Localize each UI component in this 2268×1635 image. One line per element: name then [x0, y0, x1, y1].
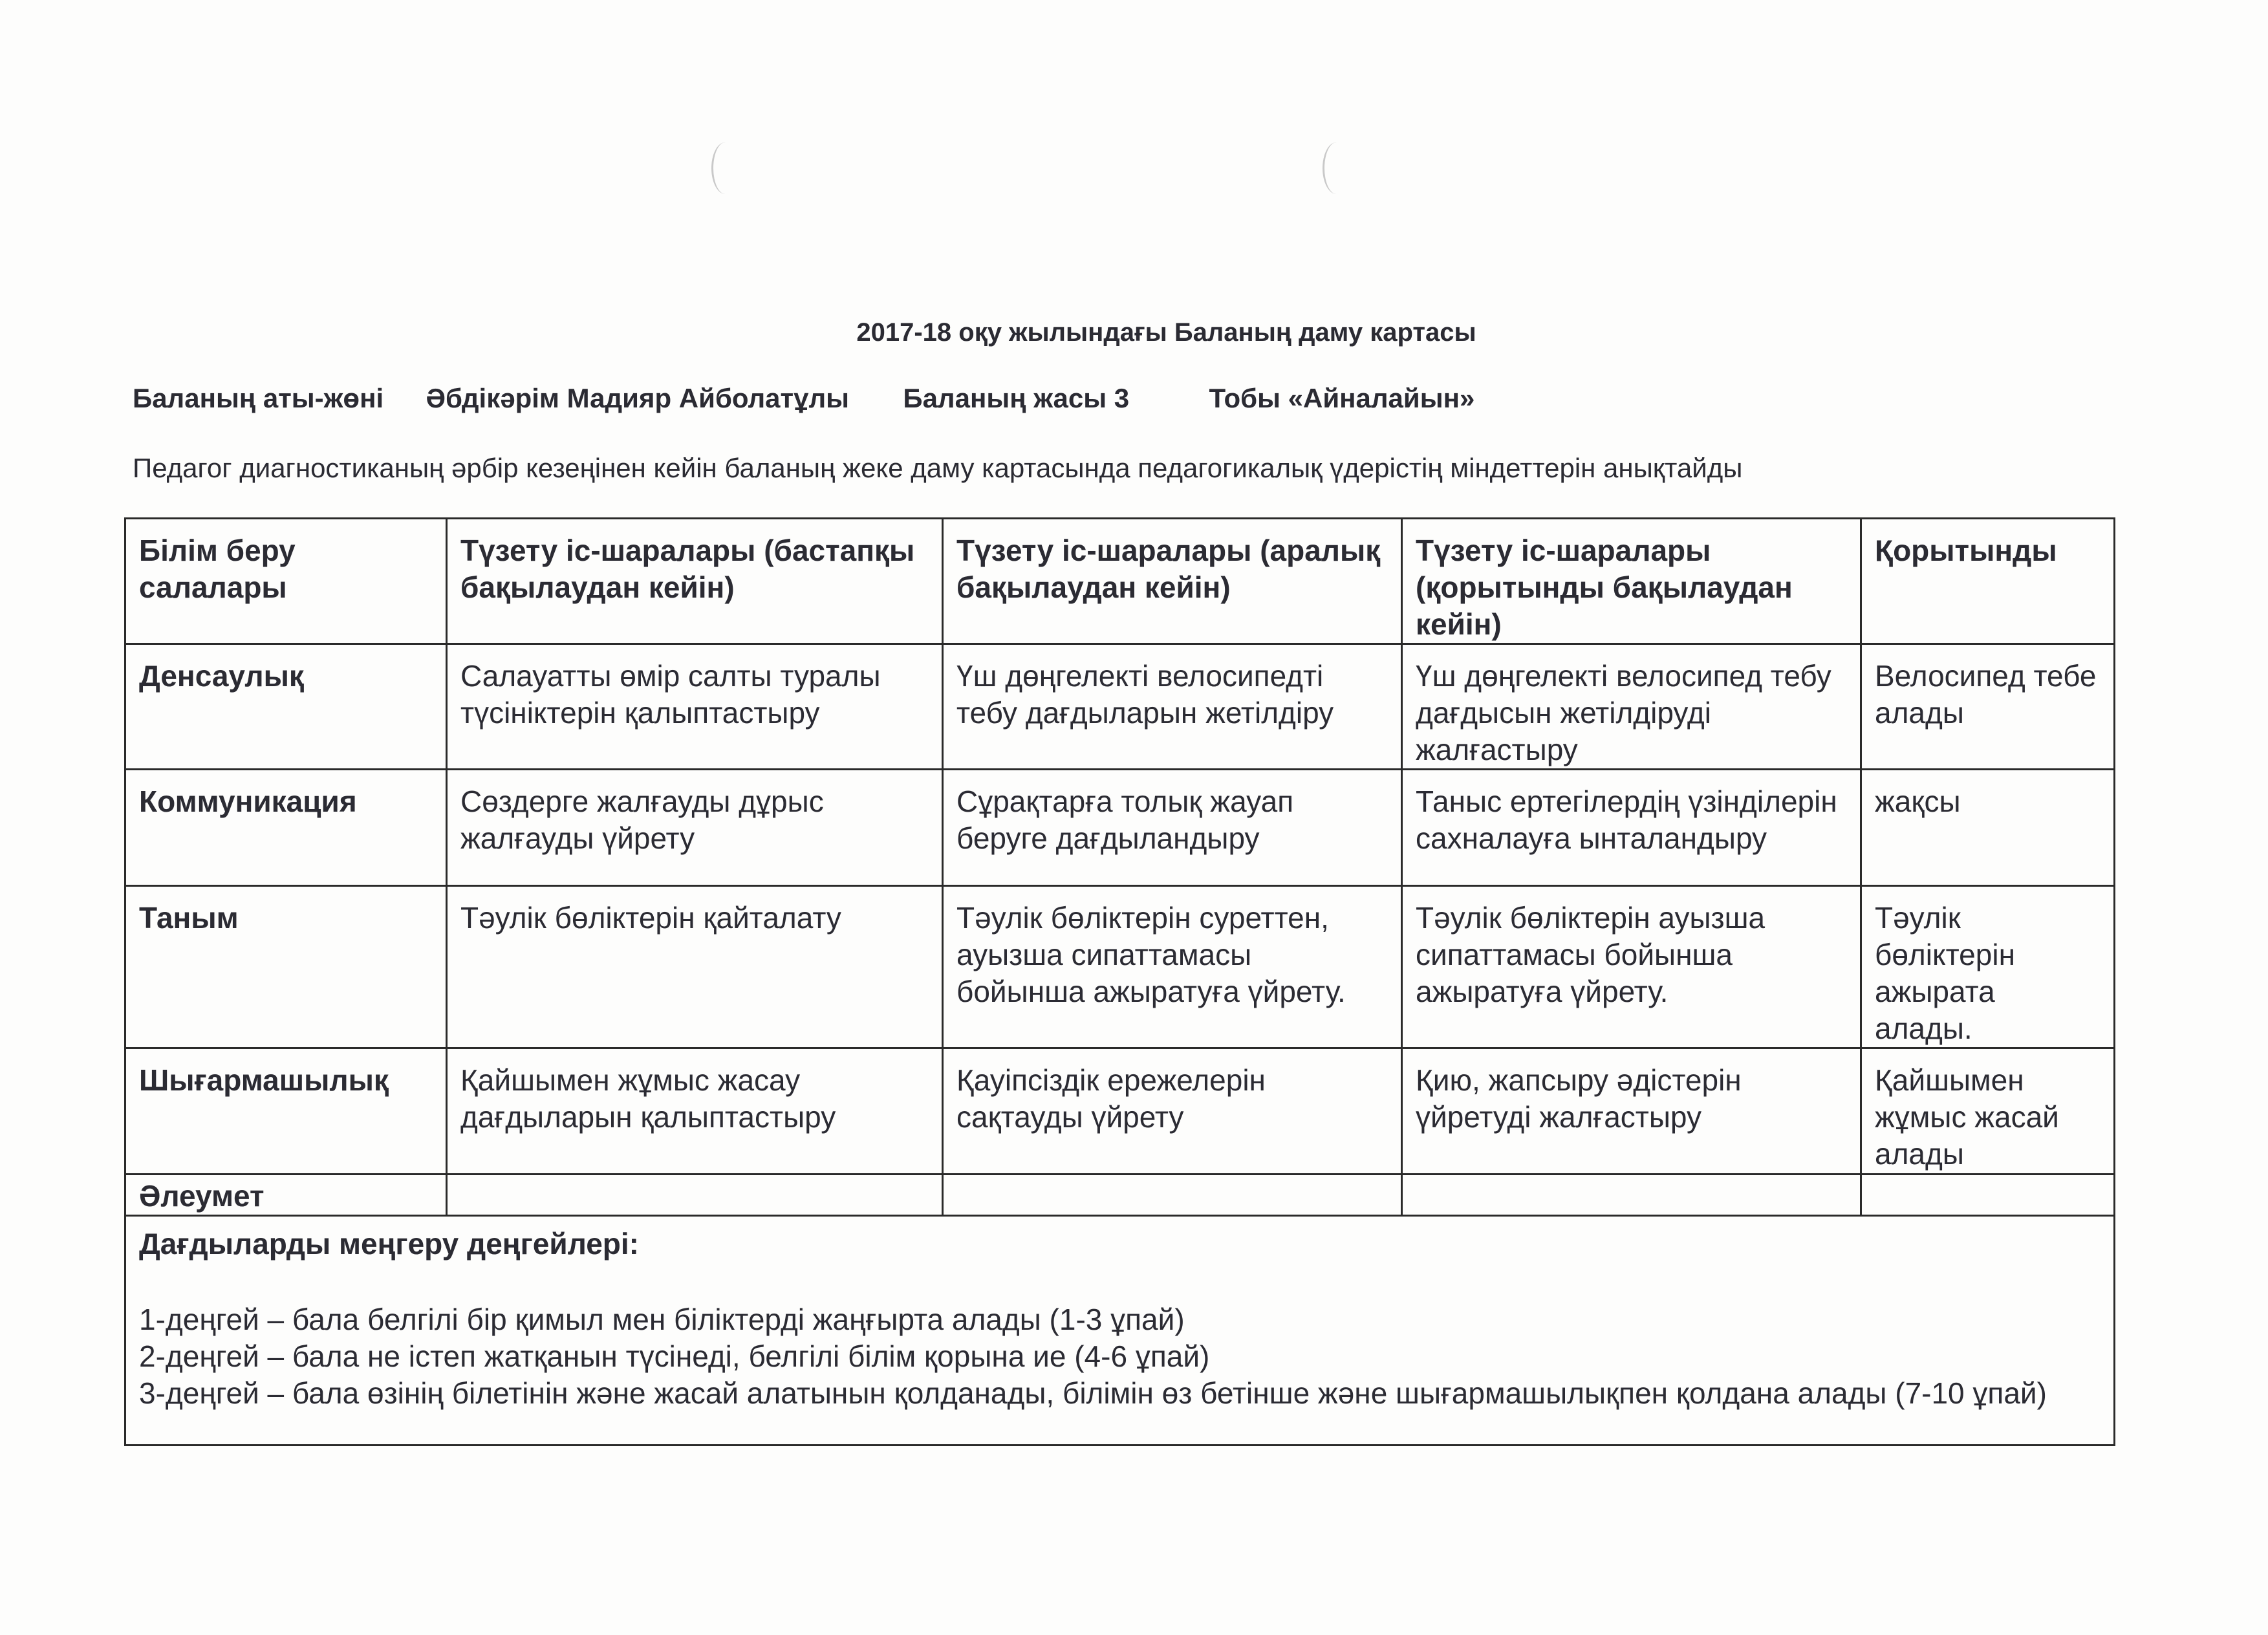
child-group: Тобы «Айналайын»: [1209, 383, 1475, 413]
area-cell: Денсаулық: [125, 644, 447, 770]
initial-cell: Сөздерге жалғауды дұрыс жалғауды үйрету: [447, 770, 943, 886]
table-row: [125, 1175, 2115, 1216]
table-row: [125, 644, 2115, 770]
legend-level-2: 2-деңгей – бала не істеп жатқанын түсінеді, белгілі білім қорына ие (4-6 ұпай): [139, 1339, 1210, 1373]
final-cell: Тәулік бөліктерін ауызша сипаттамасы бойынша ажыратуға үйрету.: [1402, 886, 1861, 1048]
header-result: Қорытынды: [1861, 519, 2115, 644]
area-cell: Шығармашылық: [125, 1048, 447, 1175]
table-row: [125, 1048, 2115, 1175]
intermediate-cell: Сұрақтарға толық жауап беруге дағдыландыру: [943, 770, 1402, 886]
result-cell: Тәулік бөліктерін ажырата алады.: [1861, 886, 2115, 1048]
document-title: 2017-18 оқу жылындағы Баланың даму картасы: [856, 318, 1476, 347]
table-header-row: [125, 519, 2115, 644]
child-name: Әбдікәрім Мадияр Айболатұлы: [426, 383, 850, 413]
initial-cell: Қайшымен жұмыс жасау дағдыларын қалыптастыру: [447, 1048, 943, 1175]
final-cell: [1402, 1175, 1861, 1216]
area-cell: Әлеумет: [125, 1175, 447, 1216]
intermediate-cell: Үш дөңгелекті велосипедті тебу дағдыларын жетілдіру: [943, 644, 1402, 770]
legend-level-3: 3-деңгей – бала өзінің білетінін және жасай алатынын қолданады, білімін өз бетінше және шығармашылықпен қолдана алады (7-10 ұпай): [139, 1376, 2047, 1410]
header-areas: Білім беру салалары: [125, 519, 447, 644]
legend-row: [125, 1216, 2115, 1446]
intermediate-cell: [943, 1175, 1402, 1216]
development-card-table: [124, 517, 2115, 1446]
legend-title: Дағдыларды меңгеру деңгейлері:: [139, 1227, 639, 1261]
intermediate-cell: Қауіпсіздік ережелерін сақтауды үйрету: [943, 1048, 1402, 1175]
punch-hole-right-mark: [1323, 142, 1350, 194]
initial-cell: [447, 1175, 943, 1216]
result-cell: [1861, 1175, 2115, 1216]
table-row: [125, 886, 2115, 1048]
area-cell: Таным: [125, 886, 447, 1048]
child-name-label: Баланың аты-жөні: [133, 383, 384, 413]
result-cell: Велосипед тебе алады: [1861, 644, 2115, 770]
intermediate-cell: Тәулік бөліктерін суреттен, ауызша сипаттамасы бойынша ажыратуға үйрету.: [943, 886, 1402, 1048]
child-info-line: [133, 383, 1474, 414]
child-age: Баланың жасы 3: [903, 383, 1130, 413]
header-initial: Түзету іс-шаралары (бастапқы бақылаудан кейін): [447, 519, 943, 644]
header-final: Түзету іс-шаралары (қорытынды бақылаудан кейін): [1402, 519, 1861, 644]
punch-hole-left-mark: [711, 142, 739, 194]
area-cell: Коммуникация: [125, 770, 447, 886]
legend-level-1: 1-деңгей – бала белгілі бір қимыл мен біліктерді жаңғырта алады (1-3 ұпай): [139, 1303, 1185, 1336]
final-cell: Үш дөңгелекті велосипед тебу дағдысын жетілдіруді жалғастыру: [1402, 644, 1861, 770]
result-cell: Қайшымен жұмыс жасай алады: [1861, 1048, 2115, 1175]
result-cell: жақсы: [1861, 770, 2115, 886]
final-cell: Таныс ертегілердің үзінділерін сахналауға ынталандыру: [1402, 770, 1861, 886]
intro-text: Педагог диагностиканың әрбір кезеңінен кейін баланың жеке даму картасында педагогикалық үдерістің міндеттерін анықтайды: [133, 453, 1743, 483]
initial-cell: Тәулік бөліктерін қайталату: [447, 886, 943, 1048]
final-cell: Қию, жапсыру әдістерін үйретуді жалғастыру: [1402, 1048, 1861, 1175]
header-intermediate: Түзету іс-шаралары (аралық бақылаудан кейін): [943, 519, 1402, 644]
initial-cell: Салауатты өмір салты туралы түсініктерін қалыптастыру: [447, 644, 943, 770]
table-row: [125, 770, 2115, 886]
skill-levels-legend: [125, 1216, 2115, 1446]
